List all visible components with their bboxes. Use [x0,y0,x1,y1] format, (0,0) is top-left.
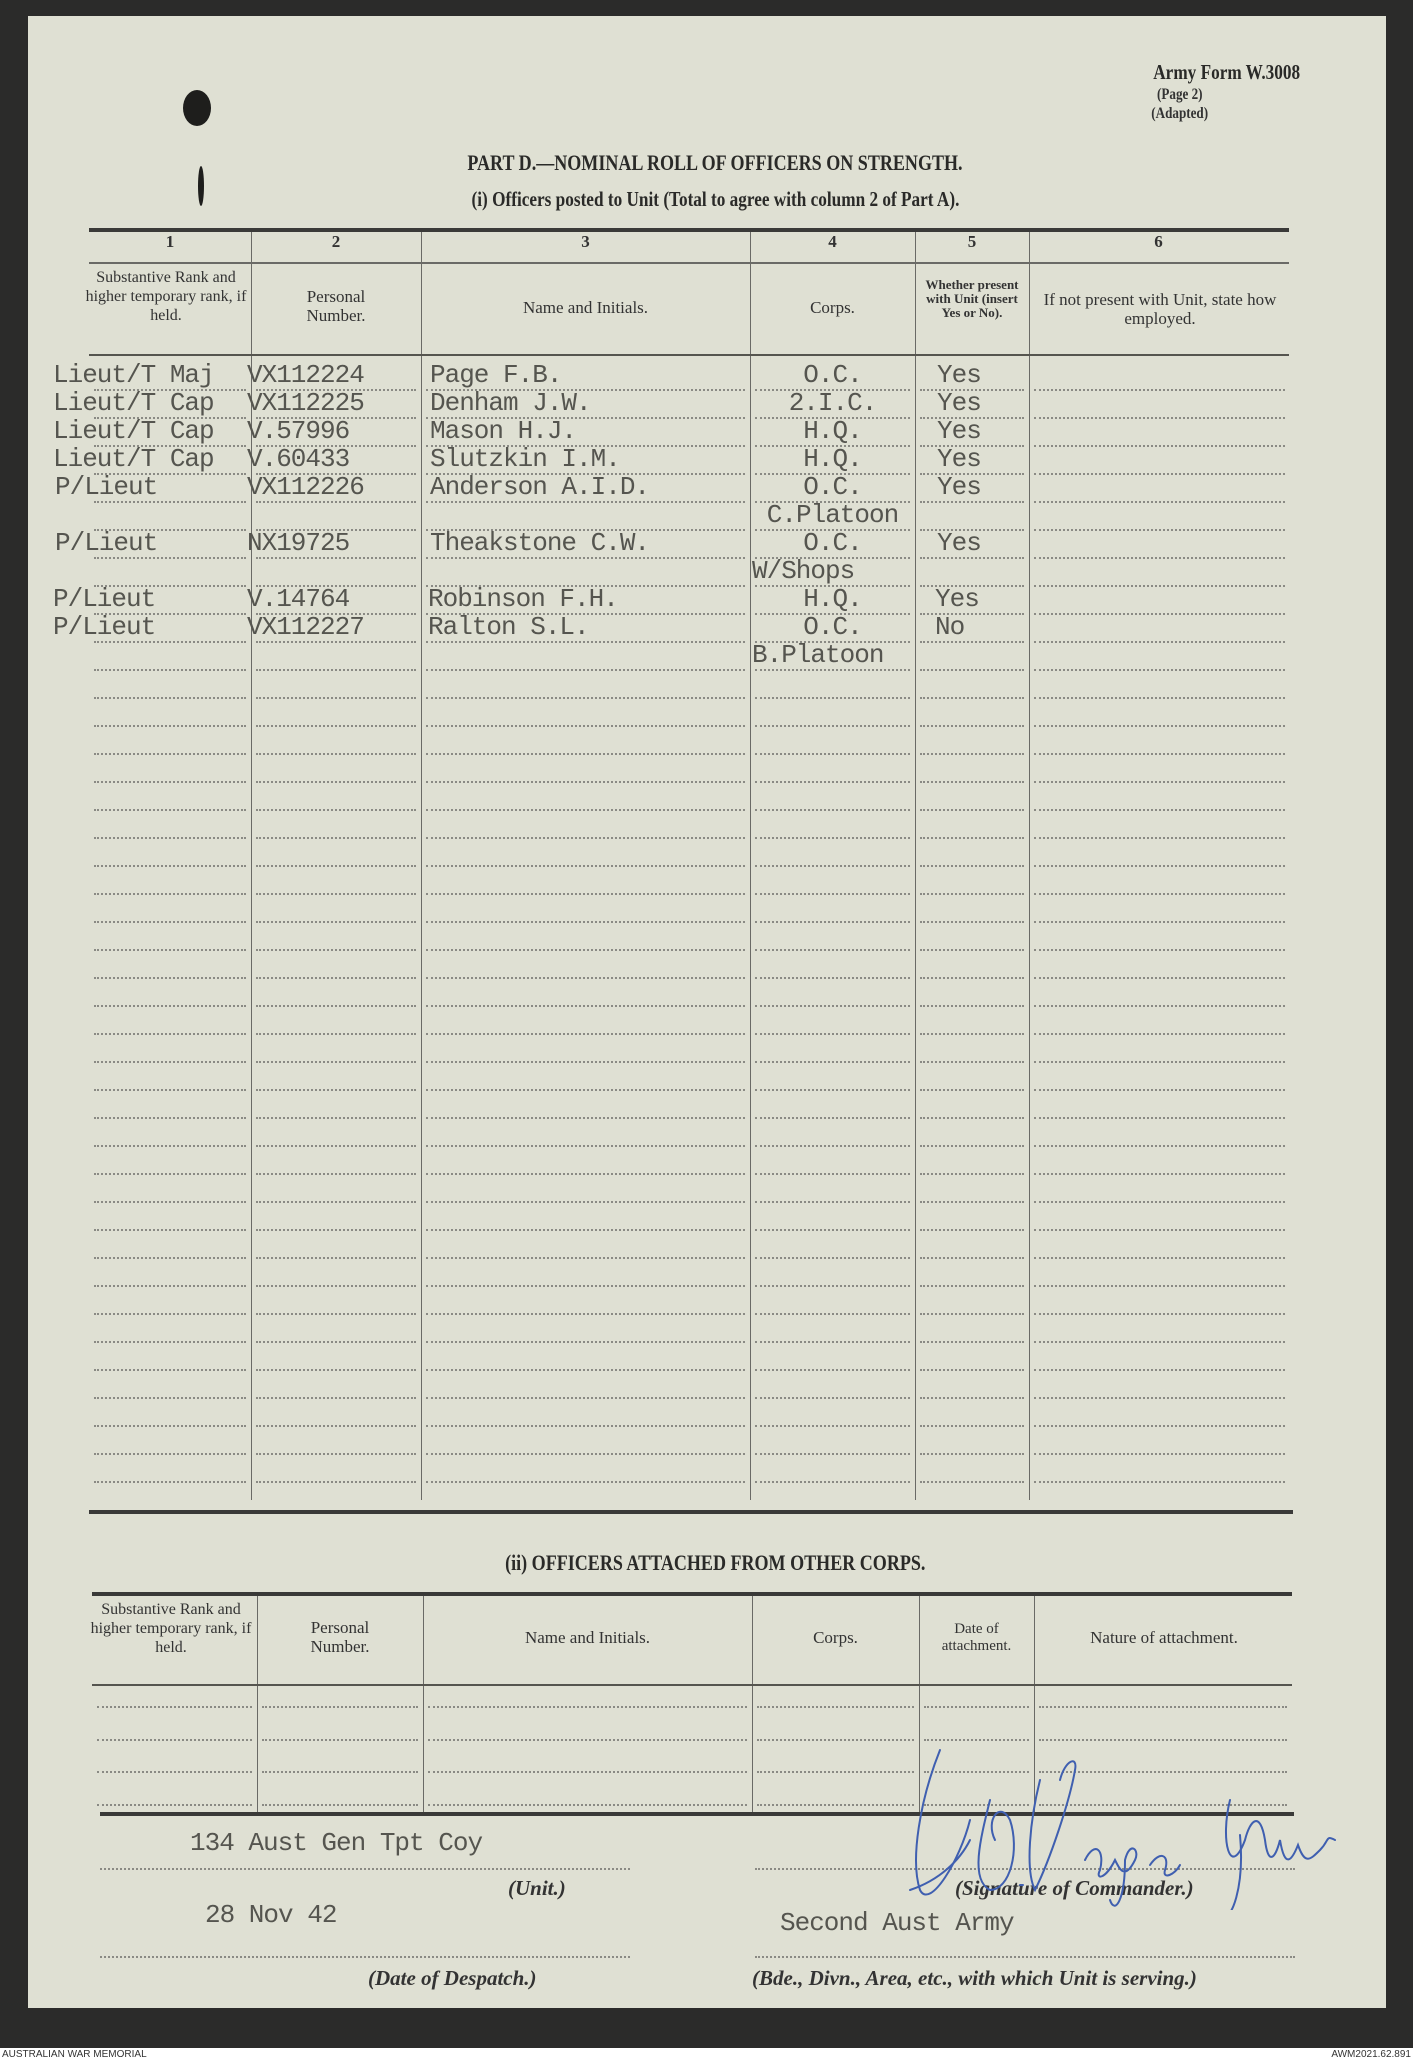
entry-line [920,893,1024,895]
entry-line [920,1397,1024,1399]
column-divider [915,232,916,1500]
footer-left: AUSTRALIAN WAR MEMORIAL [0,2048,202,2061]
entry-line [755,921,910,923]
header-rank: Substantive Rank and higher temporary rank, if held. [90,1601,252,1656]
entry-line [262,1804,418,1806]
entry-line [920,1201,1024,1203]
entry-line [1034,417,1285,419]
entry-line [426,1453,745,1455]
entry-line [97,1706,252,1708]
table1-bottom-rule [89,1510,1293,1514]
name-cell: Slutzkin I.M. [430,444,620,474]
entry-line [1034,529,1285,531]
entry-line [256,1033,416,1035]
footer-right: AWM2021.62.891 [1261,2048,1413,2061]
personal-number-cell: V.60433 [247,444,350,474]
entry-line [755,1005,910,1007]
name-cell: Theakstone C.W. [430,528,650,558]
entry-line [428,1804,747,1806]
table1-header-rule [89,354,1289,356]
name-cell: Robinson F.H. [428,584,618,614]
unit-line [100,1868,630,1870]
unit-value: 134 Aust Gen Tpt Coy [190,1828,483,1858]
form-name: Army Form W.3008 [1153,60,1300,84]
entry-line [256,1201,416,1203]
name-cell: Ralton S.L. [428,612,589,642]
entry-line [256,1089,416,1091]
entry-line [1034,557,1285,559]
entry-line [426,1145,745,1147]
entry-line [94,1313,246,1315]
corps-cell: W/Shops [752,556,855,586]
personal-number-cell: VX112224 [247,360,364,390]
entry-line [755,1341,910,1343]
entry-line [94,893,246,895]
column-number: 5 [967,232,977,251]
entry-line [97,1739,252,1741]
header-date-of-attachment: Date of attachment. [941,1621,1012,1654]
header-rank: Substantive Rank and higher temporary rank, if held. [85,269,247,324]
entry-line [1034,865,1285,867]
personal-number-cell: V.14764 [247,584,350,614]
entry-line [755,865,910,867]
entry-line [426,781,745,783]
entry-line [94,1425,246,1427]
entry-line [1034,613,1285,615]
entry-line [256,1229,416,1231]
entry-line [755,1285,910,1287]
entry-line [426,1257,745,1259]
entry-line [920,1145,1024,1147]
entry-line [256,809,416,811]
entry-line [94,1341,246,1343]
entry-line [1034,1089,1285,1091]
entry-line [1034,1229,1285,1231]
entry-line [256,1369,416,1371]
personal-number-cell: VX112225 [247,388,364,418]
entry-line [94,1369,246,1371]
entry-line [1034,837,1285,839]
header-present: Whether present with Unit (insert Yes or No). [925,277,1019,320]
entry-line [426,893,745,895]
entry-line [1034,1005,1285,1007]
entry-line [755,1173,910,1175]
entry-line [920,1453,1024,1455]
entry-line [755,1061,910,1063]
entry-line [1034,1285,1285,1287]
entry-line [920,697,1024,699]
entry-line [1034,753,1285,755]
entry-line [97,1771,252,1773]
entry-line [755,753,910,755]
entry-line [256,669,416,671]
commander-signature [900,1740,1340,1910]
entry-line [920,1285,1024,1287]
entry-line [94,1397,246,1399]
name-cell: Anderson A.I.D. [430,472,650,502]
header-name: Name and Initials. [522,298,649,317]
entry-line [94,1285,246,1287]
entry-line [256,865,416,867]
form-page-number: (Page 2) [1157,86,1203,103]
entry-line [755,893,910,895]
entry-line [426,1173,745,1175]
entry-line [757,1804,914,1806]
entry-line [920,753,1024,755]
entry-line [426,1033,745,1035]
entry-line [256,1481,416,1483]
entry-line [94,753,246,755]
corps-cell: B.Platoon [752,640,884,670]
entry-line [426,1089,745,1091]
entry-line [256,1257,416,1259]
entry-line [920,1005,1024,1007]
entry-line [256,1005,416,1007]
header-personal-number: Personal Number. [310,1618,370,1656]
entry-line [755,1089,910,1091]
entry-line [755,1229,910,1231]
entry-line [1034,893,1285,895]
entry-line [920,949,1024,951]
entry-line [94,1117,246,1119]
personal-number-cell: NX19725 [247,528,350,558]
entry-line [1034,1173,1285,1175]
form-adapted: (Adapted) [1151,105,1209,122]
present-cell: Yes [937,528,981,558]
column-number: 2 [331,232,341,251]
entry-line [256,921,416,923]
punch-hole [183,90,211,126]
name-cell: Denham J.W. [430,388,591,418]
entry-line [94,1229,246,1231]
entry-line [920,1173,1024,1175]
entry-line [256,1341,416,1343]
entry-line [426,697,745,699]
entry-line [920,1033,1024,1035]
entry-line [920,1313,1024,1315]
entry-line [755,1117,910,1119]
entry-line [426,1005,745,1007]
entry-line [94,1173,246,1175]
entry-line [94,669,246,671]
entry-line [1034,1033,1285,1035]
entry-line [757,1739,914,1741]
entry-line [757,1706,914,1708]
entry-line [920,669,1024,671]
entry-line [262,1706,418,1708]
entry-line [256,837,416,839]
entry-line [426,1201,745,1203]
table2-top-rule [92,1592,1292,1596]
entry-line [755,1397,910,1399]
footer-strip [200,2048,1263,2061]
entry-line [256,1453,416,1455]
entry-line [1034,501,1285,503]
entry-line [755,837,910,839]
entry-line [426,949,745,951]
entry-line [94,1201,246,1203]
section2-title: (ii) OFFICERS ATTACHED FROM OTHER CORPS. [504,1550,926,1575]
entry-line [428,1739,747,1741]
entry-line [1034,1145,1285,1147]
formation-value: Second Aust Army [780,1908,1014,1938]
entry-line [924,1706,1029,1708]
present-cell: Yes [937,360,981,390]
column-divider [421,232,422,1500]
rank-cell: Lieut/T Cap [53,388,214,418]
entry-line [426,725,745,727]
entry-line [755,1425,910,1427]
entry-line [97,1804,252,1806]
entry-line [1034,669,1285,671]
entry-line [1034,781,1285,783]
entry-line [1034,977,1285,979]
entry-line [920,1117,1024,1119]
entry-line [256,725,416,727]
entry-line [94,697,246,699]
column-divider [1029,232,1030,1500]
entry-line [94,1089,246,1091]
entry-line [94,809,246,811]
entry-line [94,865,246,867]
present-cell: Yes [937,416,981,446]
entry-line [920,725,1024,727]
entry-line [428,1706,747,1708]
entry-line [1034,921,1285,923]
formation-label: (Bde., Divn., Area, etc., with which Unit is serving.) [752,1966,1197,1990]
present-cell: Yes [937,444,981,474]
entry-line [755,725,910,727]
corps-cell: O.C. [803,528,862,558]
entry-line [256,1061,416,1063]
entry-line [94,949,246,951]
page-title: PART D.—NOMINAL ROLL OF OFFICERS ON STRENGTH. [467,150,963,175]
entry-line [755,809,910,811]
corps-cell: O.C. [803,360,862,390]
entry-line [426,977,745,979]
corps-cell: 2.I.C. [788,388,877,418]
table2-header-rule [92,1684,1292,1686]
entry-line [94,1481,246,1483]
date-label: (Date of Despatch.) [368,1966,537,1990]
entry-line [1034,1313,1285,1315]
entry-line [755,1313,910,1315]
entry-line [256,1397,416,1399]
entry-line [1034,641,1285,643]
entry-line [256,1173,416,1175]
entry-line [1034,1369,1285,1371]
entry-line [94,1033,246,1035]
entry-line [920,1229,1024,1231]
entry-line [1034,585,1285,587]
entry-line [920,1481,1024,1483]
unit-label: (Unit.) [508,1876,566,1900]
entry-line [920,809,1024,811]
entry-line [755,1453,910,1455]
entry-line [426,921,745,923]
entry-line [256,1285,416,1287]
entry-line [426,865,745,867]
name-cell: Mason H.J. [430,416,577,446]
entry-line [426,1369,745,1371]
present-cell: Yes [937,388,981,418]
date-line [100,1956,630,1958]
entry-line [1034,1397,1285,1399]
entry-line [755,1481,910,1483]
page-subtitle: (i) Officers posted to Unit (Total to agree with column 2 of Part A). [471,187,959,211]
column-number: 3 [581,232,590,251]
entry-line [1034,1201,1285,1203]
rank-cell: P/Lieut [53,584,156,614]
entry-line [920,1061,1024,1063]
entry-line [426,837,745,839]
entry-line [94,1453,246,1455]
entry-line [920,1257,1024,1259]
entry-line [1034,1453,1285,1455]
column-number: 4 [828,232,837,251]
entry-line [94,1005,246,1007]
corps-cell: O.C. [803,612,862,642]
entry-line [1034,809,1285,811]
entry-line [426,1117,745,1119]
corps-cell: O.C. [803,472,862,502]
header-corps: Corps. [810,298,855,317]
entry-line [755,781,910,783]
entry-line [757,1771,914,1773]
entry-line [94,837,246,839]
entry-line [920,1089,1024,1091]
header-how-employed: If not present with Unit, state how employed. [1043,290,1277,328]
entry-line [94,1061,246,1063]
entry-line [262,1771,418,1773]
entry-line [1034,1481,1285,1483]
entry-line [256,1425,416,1427]
header-nature-of-attachment: Nature of attachment. [1090,1628,1238,1647]
rank-cell: Lieut/T Maj [53,360,214,390]
entry-line [920,865,1024,867]
entry-line [426,1285,745,1287]
corps-cell: H.Q. [803,416,862,446]
entry-line [755,697,910,699]
entry-line [1034,389,1285,391]
entry-line [256,753,416,755]
formation-line [755,1956,1295,1958]
entry-line [1034,473,1285,475]
entry-line [426,1481,745,1483]
entry-line [256,1117,416,1119]
entry-line [1039,1706,1287,1708]
form-number [1040,60,1300,85]
entry-line [1034,1061,1285,1063]
entry-line [426,1229,745,1231]
entry-line [426,1425,745,1427]
header-name: Name and Initials. [524,1628,651,1647]
entry-line [262,1739,418,1741]
entry-line [1034,1257,1285,1259]
corps-cell: C.Platoon [766,500,899,530]
rank-cell: P/Lieut [53,612,156,642]
entry-line [426,1313,745,1315]
entry-line [1034,1425,1285,1427]
entry-line [920,977,1024,979]
entry-line [426,809,745,811]
entry-line [920,781,1024,783]
rank-cell: Lieut/T Cap [53,444,214,474]
column-divider [257,1596,258,1812]
entry-line [1034,725,1285,727]
header-corps: Corps. [813,1628,858,1647]
entry-line [755,1369,910,1371]
entry-line [920,1425,1024,1427]
personal-number-cell: VX112227 [247,612,364,642]
entry-line [755,1145,910,1147]
entry-line [1034,949,1285,951]
entry-line [920,921,1024,923]
table1-number-rule [89,262,1289,264]
present-cell: Yes [937,472,981,502]
entry-line [256,977,416,979]
corps-cell: H.Q. [803,444,862,474]
entry-line [426,1061,745,1063]
entry-line [256,893,416,895]
entry-line [94,921,246,923]
personal-number-cell: V.57996 [247,416,350,446]
entry-line [94,1257,246,1259]
entry-line [256,781,416,783]
present-cell: Yes [935,584,979,614]
entry-line [256,949,416,951]
entry-line [755,1201,910,1203]
entry-line [426,1397,745,1399]
entry-line [94,781,246,783]
column-number: 1 [165,232,175,251]
rank-cell: P/Lieut [55,528,158,558]
entry-line [1034,445,1285,447]
entry-line [256,1313,416,1315]
entry-line [94,725,246,727]
date-value: 28 Nov 42 [205,1900,337,1930]
entry-line [755,949,910,951]
entry-line [426,669,745,671]
entry-line [94,1145,246,1147]
present-cell: No [935,612,965,642]
entry-line [1034,1341,1285,1343]
rank-cell: P/Lieut [55,472,158,502]
entry-line [920,1369,1024,1371]
entry-line [94,977,246,979]
header-personal-number: Personal Number. [306,287,366,325]
entry-line [755,1257,910,1259]
entry-line [920,1341,1024,1343]
name-cell: Page F.B. [430,360,562,390]
entry-line [426,1341,745,1343]
entry-line [256,1145,416,1147]
entry-line [256,697,416,699]
entry-line [1034,697,1285,699]
entry-line [755,1033,910,1035]
entry-line [426,753,745,755]
entry-line [428,1771,747,1773]
entry-line [755,977,910,979]
corps-cell: H.Q. [803,584,862,614]
signature-label: (Signature of Commander.) [955,1876,1194,1900]
column-number: 6 [1154,232,1163,251]
entry-line [920,837,1024,839]
personal-number-cell: VX112226 [247,472,364,502]
entry-line [1034,1117,1285,1119]
rank-cell: Lieut/T Cap [53,416,214,446]
